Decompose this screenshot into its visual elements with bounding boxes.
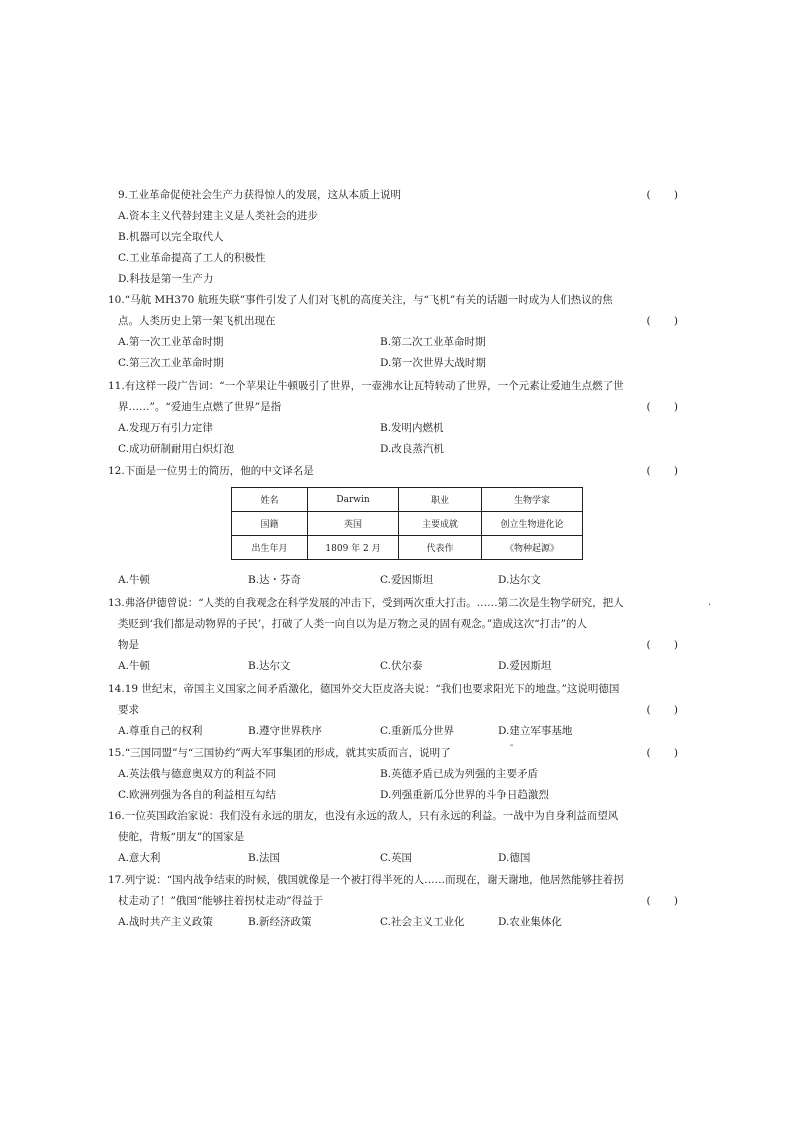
option-c[interactable]: C.成功研制耐用白炽灯泡 [118,443,234,455]
answer-blank[interactable]: ( ) [646,189,678,201]
question-stem: 9.工业革命促使社会生产力获得惊人的发展，这从本质上说明 [118,189,402,201]
option-c[interactable]: C.重新瓜分世界 [380,725,454,737]
answer-blank[interactable]: ( ) [646,895,678,907]
question-stem-cont: 杖走动了！”俄国“能够拄着拐杖走动”得益于 [118,895,324,907]
question-stem-cont: 物是 [118,639,139,651]
answer-blank[interactable]: ( ) [646,704,678,716]
question-stem-cont: 点。人类历史上第一架飞机出现在 [118,315,276,327]
question-stem: 13.弗洛伊德曾说：“人类的自我观念在科学发展的冲击下，受到两次重大打击。……第二次是生物学研究，把人 [108,597,624,609]
option-b[interactable]: B.遵守世界秩序 [248,725,323,737]
option-d[interactable]: D.爱因斯坦 [498,660,552,672]
table-cell: 姓名 [232,488,308,512]
option-d[interactable]: D.建立军事基地 [498,725,573,737]
option-d[interactable]: D.列强重新瓜分世界的斗争日趋激烈 [380,789,549,801]
table-cell: 生物学家 [482,488,583,512]
option-a[interactable]: A.发现万有引力定律 [118,422,213,434]
option-c[interactable]: C.英国 [380,852,412,864]
answer-blank[interactable]: ( ) [646,401,678,413]
question-stem: 17.列宁说：“国内战争结束的时候，俄国就像是一个被打得半死的人……而现在，谢天谢地，他居然能够拄着拐 [108,874,624,886]
table-cell: 《物种起源》 [482,536,583,560]
answer-blank[interactable]: ( ) [646,747,678,759]
option-d[interactable]: D.农业集体化 [498,916,562,928]
option-c[interactable]: C.伏尔泰 [380,660,423,672]
option-c[interactable]: C.第三次工业革命时期 [118,357,224,369]
scan-speck: - [510,740,514,751]
table-cell: Darwin [308,488,399,512]
option-a[interactable]: A.英法俄与德意奥双方的利益不同 [118,768,276,780]
table-cell: 出生年月 [232,536,308,560]
answer-blank[interactable]: ( ) [646,465,678,477]
question-stem: 14.19 世纪末，帝国主义国家之间矛盾激化，德国外交大臣皮洛夫说：“我们也要求阳光下的地盘。”这说明德国 [108,683,620,695]
option-a[interactable]: A.战时共产主义政策 [118,916,213,928]
option-d[interactable]: D.德国 [498,852,531,864]
question-stem-cont: 界……”。“爱迪生点燃了世界”是指 [118,401,282,413]
option-d[interactable]: D.达尔文 [498,574,541,586]
table-row [232,536,583,560]
question-stem: 15.“三国同盟”与“三国协约”两大军事集团的形成，就其实质而言，说明了 [108,747,451,759]
table-cell: 英国 [308,512,399,536]
option-b[interactable]: B.机器可以完全取代人 [118,231,224,243]
option-b[interactable]: B.第二次工业革命时期 [380,336,486,348]
table-cell: 主要成就 [399,512,482,536]
option-b[interactable]: B.法国 [248,852,281,864]
option-b[interactable]: B.英德矛盾已成为列强的主要矛盾 [380,768,539,780]
table-cell: 职业 [399,488,482,512]
option-b[interactable]: B.达・芬奇 [248,574,302,586]
question-stem-cont: 要求 [118,704,139,716]
question-10 [108,290,678,374]
resume-table [231,487,583,560]
question-stem-cont: 类贬到‘我们都是动物界的子民’，打破了人类一向自以为是万物之灵的固有观念。”造成这次“打击”的人 [118,618,588,630]
option-c[interactable]: C.爱因斯坦 [380,574,433,586]
option-b[interactable]: B.发明内燃机 [380,422,444,434]
question-14 [108,679,678,742]
question-stem-cont: 使舵，背叛“朋友”的国家是 [118,831,245,843]
option-c[interactable]: C.社会主义工业化 [380,916,465,928]
question-9 [118,185,678,290]
table-cell: 1809 年 2 月 [308,536,399,560]
table-cell: 代表作 [399,536,482,560]
question-17 [108,870,678,933]
question-13 [108,593,678,677]
question-11 [108,376,678,460]
answer-blank[interactable]: ( ) [646,639,678,651]
question-stem: 11.有这样一段广告词：“一个苹果让牛顿吸引了世界，一壶沸水让瓦特转动了世界，一个元素让爱迪生点燃了世 [108,380,624,392]
option-d[interactable]: D.科技是第一生产力 [118,273,214,285]
table-row [232,488,583,512]
option-a[interactable]: A.资本主义代替封建主义是人类社会的进步 [118,210,318,222]
question-12 [108,461,678,482]
scan-speck: · [708,600,712,611]
option-c[interactable]: C.欧洲列强为各自的利益相互勾结 [118,789,276,801]
option-d[interactable]: D.第一次世界大战时期 [380,357,486,369]
option-a[interactable]: A.第一次工业革命时期 [118,336,224,348]
question-stem: 10.“马航 MH370 航班失联”事件引发了人们对飞机的高度关注，与“飞机”有关的话题一时成为人们热议的焦 [108,294,613,306]
table-cell: 国籍 [232,512,308,536]
question-stem: 12.下面是一位男士的简历，他的中文译名是 [108,465,314,477]
option-b[interactable]: B.新经济政策 [248,916,312,928]
option-c[interactable]: C.工业革命提高了工人的积极性 [118,252,266,264]
question-12-options [118,570,678,591]
option-a[interactable]: A.牛顿 [118,574,150,586]
option-a[interactable]: A.尊重自己的权利 [118,725,203,737]
table-cell: 创立生物进化论 [482,512,583,536]
option-d[interactable]: D.改良蒸汽机 [380,443,444,455]
question-15 [108,743,678,806]
option-b[interactable]: B.达尔文 [248,660,291,672]
option-a[interactable]: A.意大利 [118,852,161,864]
table-row [232,512,583,536]
answer-blank[interactable]: ( ) [646,315,678,327]
question-stem: 16.一位英国政治家说：我们没有永远的朋友，也没有永远的敌人，只有永远的利益。一战中为自身利益而望风 [108,810,619,822]
option-a[interactable]: A.牛顿 [118,660,150,672]
question-16 [108,806,678,869]
